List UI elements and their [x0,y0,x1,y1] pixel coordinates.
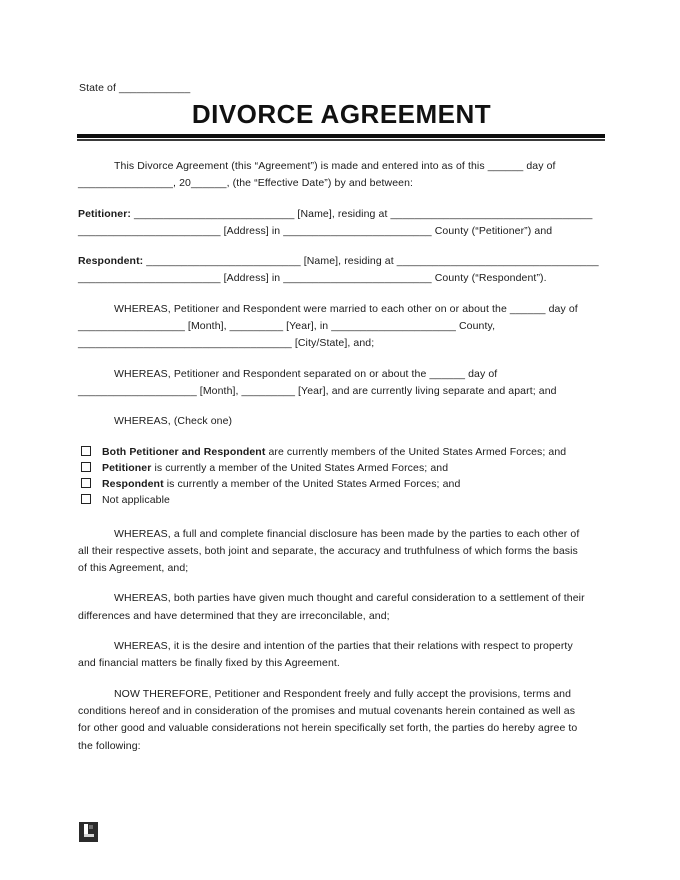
text: WHEREAS, Petitioner and Respondent were married to each other on or about the ______ day of [114,302,578,315]
whereas-marriage [78,301,605,353]
whereas-settlement [78,590,605,625]
divider-thick-line [77,134,605,138]
logo-l-foot [84,834,94,837]
text: WHEREAS, Petitioner and Respondent separated on or about the ______ day of [114,367,498,380]
bold-text: Petitioner: [78,207,135,220]
now-therefore [78,686,605,755]
checklist-item-label [102,446,566,458]
text: is currently a member of the United States Armed Forces; and [151,461,449,474]
doc-line [78,638,605,655]
checklist-item-label [102,462,448,474]
text: differences and have determined that they are irreconcilable, and; [78,609,390,622]
legal-templates-logo [79,822,98,842]
doc-line [78,560,605,577]
state-of-line: State of ____________ [79,82,191,94]
doc-line [78,590,605,607]
text: __________________ [Month], _________ [Year], in _____________________ County, [78,320,496,333]
document-body [78,158,605,768]
doc-line [78,301,605,318]
text: for other good and valuable considerations not herein specifically set forth, the parties do hereby agree to [78,722,578,735]
respondent-clause [78,253,605,288]
text: of this Agreement, and; [78,562,189,575]
text: WHEREAS, it is the desire and intention of the parties that their relations with respect to property [114,640,573,653]
divider-thin-line [77,139,605,141]
text: conditions hereof and in consideration of the promises and mutual covenants herein contained as well as [78,704,576,717]
title-divider [77,134,605,141]
text: WHEREAS, a full and complete financial disclosure has been made by the parties to each other of [114,527,580,540]
whereas-separation [78,366,605,401]
checkbox[interactable] [81,494,91,504]
doc-line [78,526,605,543]
armed-forces-checklist [78,444,605,508]
whereas-intention [78,638,605,673]
doc-line [78,703,605,720]
text: WHEREAS, (Check one) [114,415,233,428]
text: are currently members of the United States Armed Forces; and [265,445,567,458]
text: ________________________ [Address] in _________________________ County (“Petitioner”) and [78,224,553,237]
doc-line [78,720,605,737]
bold-text: Respondent [102,477,164,490]
doc-line [78,413,605,430]
checklist-item [78,444,605,460]
doc-line [78,738,605,755]
doc-line [78,686,605,703]
text: and financial matters be finally fixed by this Agreement. [78,657,340,670]
doc-line [78,175,605,192]
doc-line [78,158,605,175]
text: This Divorce Agreement (this “Agreement”) is made and entered into as of this ______ day of [114,160,556,172]
bold-text: Petitioner [102,461,152,474]
checkbox[interactable] [81,478,91,488]
text: ________________________ [Address] in _________________________ County (“Respondent”). [78,272,547,285]
text: WHEREAS, both parties have given much thought and careful consideration to a settlement of their [114,592,585,605]
doc-line [78,206,605,223]
text: is currently a member of the United States Armed Forces; and [163,477,461,490]
doc-line [78,253,605,270]
checklist-item [78,460,605,476]
logo-fold-icon [89,825,93,829]
doc-line [78,318,605,335]
checkbox[interactable] [81,462,91,472]
text: NOW THEREFORE, Petitioner and Respondent freely and fully accept the provisions, terms and [114,687,572,700]
page-title: DIVORCE AGREEMENT [191,99,492,129]
text: ________________, 20______, (the “Effective Date”) by and between: [78,177,414,190]
whereas-check-one [78,413,605,430]
text: all their respective assets, both joint and separate, the accuracy and truthfulness of which forms the basis [78,544,578,557]
doc-line [78,655,605,672]
doc-line [78,335,605,352]
bold-text: Both Petitioner and Respondent [102,445,266,458]
checkbox[interactable] [81,446,91,456]
doc-line [78,223,605,240]
intro-paragraph [78,158,605,193]
doc-line [78,270,605,287]
petitioner-clause [78,206,605,241]
checklist-item [78,476,605,492]
whereas-financial-disclosure [78,526,605,578]
doc-line [78,608,605,625]
text: Not applicable [102,493,170,506]
doc-line [78,366,605,383]
checklist-item-label [102,494,170,506]
bold-text: Respondent: [78,255,147,268]
checklist-item [78,492,605,508]
doc-line [78,543,605,560]
text: the following: [78,739,141,752]
text: __________________________ [Name], residing at __________________________________ [146,255,599,268]
text: ___________________________ [Name], residing at __________________________________ [134,207,593,220]
text: ____________________________________ [City/State], and; [78,337,375,350]
checklist-item-label [102,478,460,490]
text: ____________________ [Month], _________ [Year], and are currently living separate and apart; and [78,384,557,397]
doc-line [78,383,605,400]
